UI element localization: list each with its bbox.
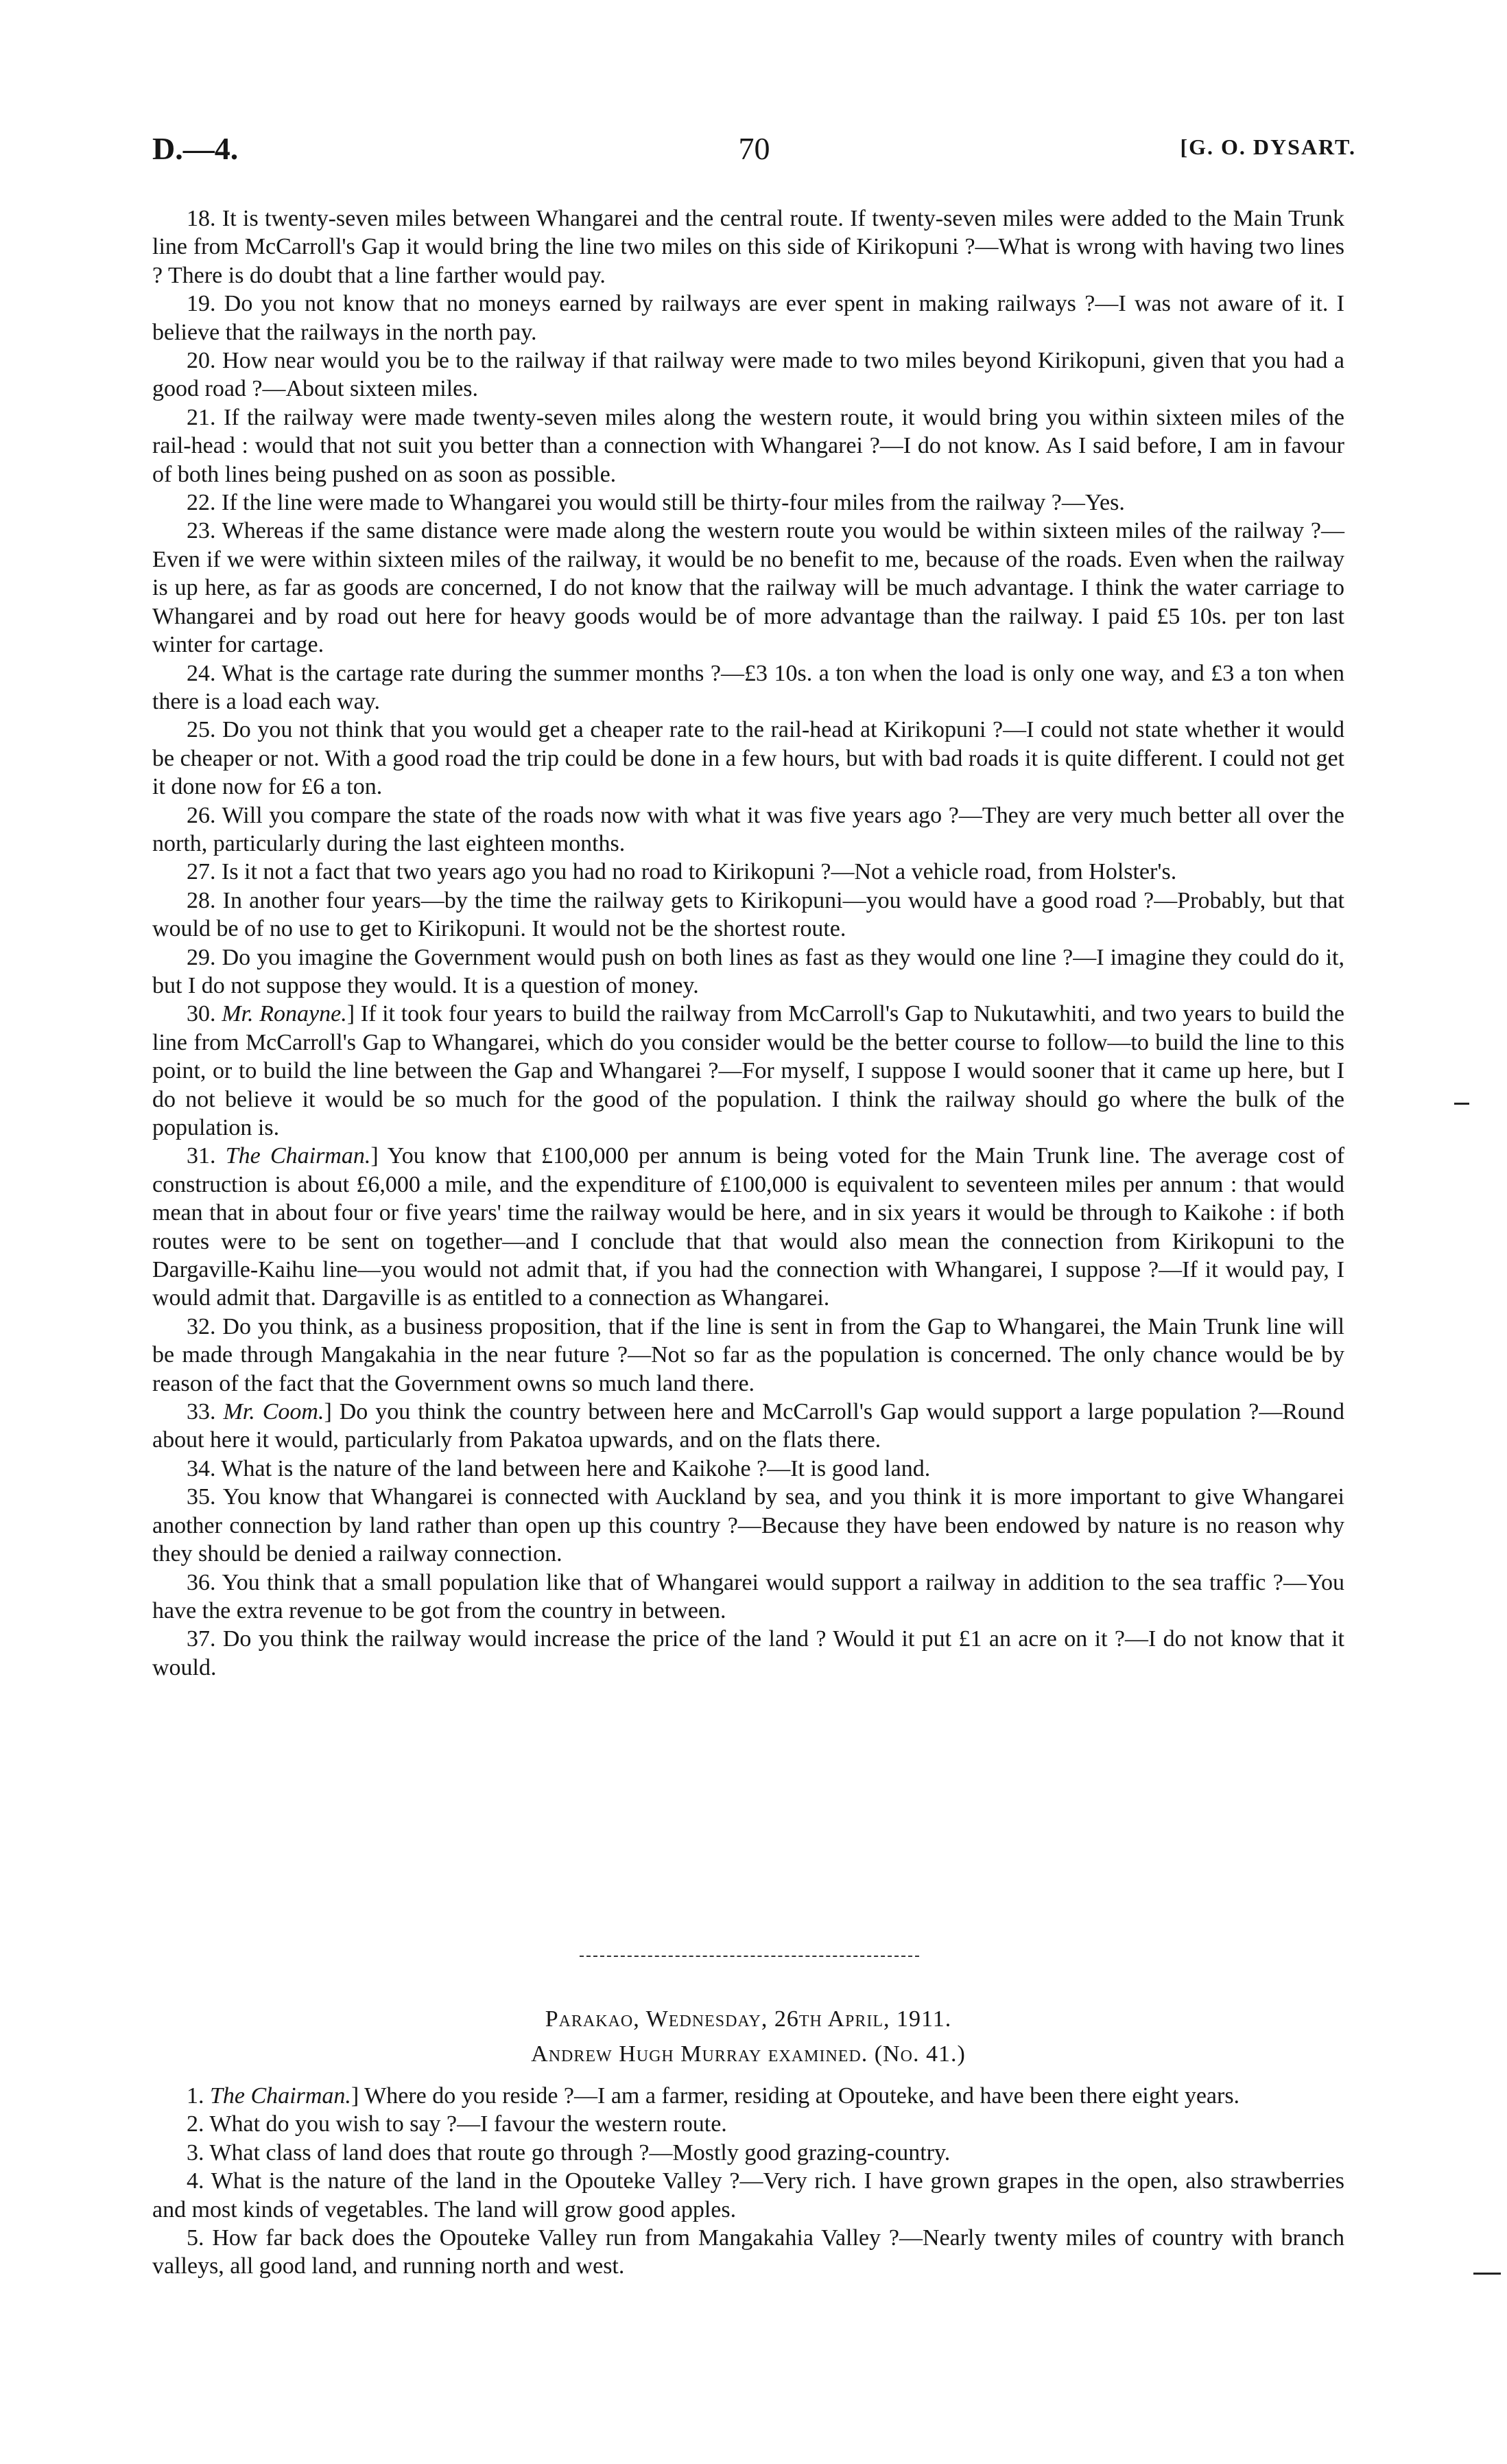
paragraph-text: 24. What is the cartage rate during the summer months ?—£3 10s. a ton when the load is only one way, and £3 a ton when there is a load each way. xyxy=(152,660,1344,714)
evidence-section-a xyxy=(152,204,1344,1682)
paragraph-text: ] Where do you reside ?—I am a farmer, residing at Opouteke, and have been there eight years. xyxy=(351,2083,1240,2109)
question-number: 30. xyxy=(187,1001,222,1027)
evidence-section-b xyxy=(152,2082,1344,2281)
section-divider xyxy=(580,1956,919,1957)
paragraph-text: 28. In another four years—by the time the railway gets to Kirikopuni—you would have a good road ?—Probably, but that would be of no use to get to Kirikopuni. It would not be the shortest route. xyxy=(152,887,1344,942)
question-paragraph xyxy=(152,1455,1344,1483)
paragraph-text: 2. What do you wish to say ?—I favour the western route. xyxy=(187,2111,727,2137)
page-header xyxy=(152,130,1356,172)
question-number: 33. xyxy=(187,1399,224,1425)
question-paragraph xyxy=(152,290,1344,347)
paragraph-text: 36. You think that a small population like that of Whangarei would support a railway in addition to the sea traffic ?—You have the extra revenue to be got from the country in between. xyxy=(152,1569,1344,1623)
margin-mark xyxy=(1473,2273,1501,2275)
paragraph-text: 29. Do you imagine the Government would push on both lines as fast as they would one line ?—I imagine they could do it, but I do not suppose they would. It is a question of money. xyxy=(152,944,1344,998)
question-paragraph xyxy=(152,403,1344,489)
question-paragraph xyxy=(152,1142,1344,1312)
question-paragraph xyxy=(152,204,1344,290)
question-paragraph xyxy=(152,1000,1344,1142)
question-paragraph xyxy=(152,943,1344,1000)
paragraph-text: ] Do you think the country between here and McCarroll's Gap would support a large population ?—Round about here it would, particularly from Pakatoa upwards, and on the flats there. xyxy=(152,1399,1345,1453)
paragraph-text: 19. Do you not know that no moneys earned by railways are ever spent in making railways ?—I was not aware of it. I believe that the railways in the north pay. xyxy=(152,291,1344,345)
paragraph-text: 5. How far back does the Opouteke Valley run from Mangakahia Valley ?—Nearly twenty miles of country with branch valleys, all good land, and running north and west. xyxy=(152,2225,1344,2279)
question-paragraph xyxy=(152,858,1344,886)
paragraph-text: 35. You know that Whangarei is connected with Auckland by sea, and you think it is more important to give Whangarei another connection by land rather than open up this country ?—Because they have been endowed by nature is no reason why they should be denied a railway connection. xyxy=(152,1484,1344,1567)
paragraph-text: 23. Whereas if the same distance were made along the western route you would be within sixteen miles of the railway ?—Even if we were within sixteen miles of the railway, it would be no benefit to me, because of the roads. Even when the railway is up here, as far as goods are concerned, I do not know that the railway will be much advantage. I think the water carriage to Whangarei and by road out here for heavy goods would be of more advantage than the railway. I paid £5 10s. per ton last winter for cartage. xyxy=(152,518,1344,658)
paragraph-text: 27. Is it not a fact that two years ago you had no road to Kirikopuni ?—Not a vehicle road, from Holster's. xyxy=(187,859,1177,885)
speaker-name: The Chairman. xyxy=(210,2083,351,2109)
question-paragraph xyxy=(152,1483,1344,1568)
question-number: 1. xyxy=(187,2083,210,2109)
paragraph-text: 26. Will you compare the state of the roads now with what it was five years ago ?—They are very much better all over the north, particularly during the last eighteen months. xyxy=(152,802,1344,856)
question-paragraph xyxy=(152,801,1344,858)
report-reference: D.—4. xyxy=(152,131,239,166)
witness-name: [G. O. DYSART. xyxy=(1180,134,1356,159)
question-paragraph xyxy=(152,2082,1344,2110)
question-paragraph xyxy=(152,716,1344,801)
speaker-name: The Chairman. xyxy=(225,1143,371,1169)
paragraph-text: 18. It is twenty-seven miles between Whangarei and the central route. If twenty-seven miles were added to the Main Trunk line from McCarroll's Gap it would bring the line two miles on this side of Kirikopuni ?—What is wrong with having two lines ? There is do doubt that a line farther would pay. xyxy=(152,206,1344,288)
question-paragraph xyxy=(152,347,1344,403)
speaker-name: Mr. Coom. xyxy=(223,1399,324,1425)
question-number: 31. xyxy=(187,1143,226,1169)
question-paragraph xyxy=(152,1569,1344,1626)
page-number: 70 xyxy=(738,131,770,166)
question-paragraph xyxy=(152,517,1344,659)
paragraph-text: ] If it took four years to build the railway from McCarroll's Gap to Nukutawhiti, and two years to build the line from McCarroll's Gap to Whangarei, which do you consider would be the better course to follow—to build the line to this point, or to build the line between the Gap and Whangarei ?—For myself, I suppose I would sooner that it came up here, but I do not believe it would be so much for the good of the population. I think the railway should go where the bulk of the population is. xyxy=(152,1001,1344,1140)
question-paragraph xyxy=(152,1625,1344,1682)
paragraph-text: 21. If the railway were made twenty-seven miles along the western route, it would bring you within sixteen miles of the rail-head : would that not suit you better than a connection with Whangarei ?—I do not know. As I said before, I am in favour of both lines being pushed on as soon as possible. xyxy=(152,404,1344,487)
question-paragraph xyxy=(152,2139,1344,2167)
paragraph-text: 25. Do you not think that you would get a cheaper rate to the rail-head at Kirikopuni ?—I could not state whether it would be cheaper or not. With a good road the trip could be done in a few hours, but with bad roads it is quite different. I could not get it done now for £6 a ton. xyxy=(152,717,1344,800)
question-paragraph xyxy=(152,1313,1344,1398)
paragraph-text: ] You know that £100,000 per annum is being voted for the Main Trunk line. The average cost of construction is about £6,000 a mile, and the expenditure of £100,000 is equivalent to seventeen miles per annum : that would mean that in about four or five years' time the railway would be here, and in six years it would be through to Kaikohe : if both routes were to be sent on together—and I conclude that that would also mean the connection from Kirikopuni to the Dargaville-Kaihu line—you would not admit that, if you had the connection with Whangarei, I suppose ?—If it would pay, I would admit that. Dargaville is as entitled to a connection as Whangarei. xyxy=(152,1143,1345,1311)
sitting-heading: Parakao, Wednesday, 26th April, 1911. xyxy=(545,2006,952,2032)
paragraph-text: 4. What is the nature of the land in the Opouteke Valley ?—Very rich. I have grown grapes in the open, also strawberries and most kinds of vegetables. The land will grow good apples. xyxy=(152,2168,1344,2222)
question-paragraph xyxy=(152,489,1344,517)
question-paragraph xyxy=(152,2224,1344,2281)
witness-heading: Andrew Hugh Murray examined. (No. 41.) xyxy=(531,2041,966,2067)
question-paragraph xyxy=(152,1398,1344,1455)
paragraph-text: 34. What is the nature of the land between here and Kaikohe ?—It is good land. xyxy=(187,1455,931,1481)
question-paragraph xyxy=(152,887,1344,943)
paragraph-text: 20. How near would you be to the railway if that railway were made to two miles beyond Kirikopuni, given that you had a good road ?—About sixteen miles. xyxy=(152,348,1344,402)
question-paragraph xyxy=(152,659,1344,716)
paragraph-text: 37. Do you think the railway would increase the price of the land ? Would it put £1 an acre on it ?—I do not know that it would. xyxy=(152,1626,1344,1680)
paragraph-text: 22. If the line were made to Whangarei you would still be thirty-four miles from the railway ?—Yes. xyxy=(187,490,1125,516)
paragraph-text: 3. What class of land does that route go through ?—Mostly good grazing-country. xyxy=(187,2139,951,2166)
paragraph-text: 32. Do you think, as a business proposition, that if the line is sent in from the Gap to Whangarei, the Main Trunk line will be made through Mangakahia in the near future ?—Not so far as the population is concerned. The only chance would be by reason of the fact that the Government owns so much land there. xyxy=(152,1313,1344,1396)
question-paragraph xyxy=(152,2167,1344,2224)
question-paragraph xyxy=(152,2110,1344,2138)
speaker-name: Mr. Ronayne. xyxy=(222,1001,347,1027)
margin-mark xyxy=(1454,1103,1469,1105)
